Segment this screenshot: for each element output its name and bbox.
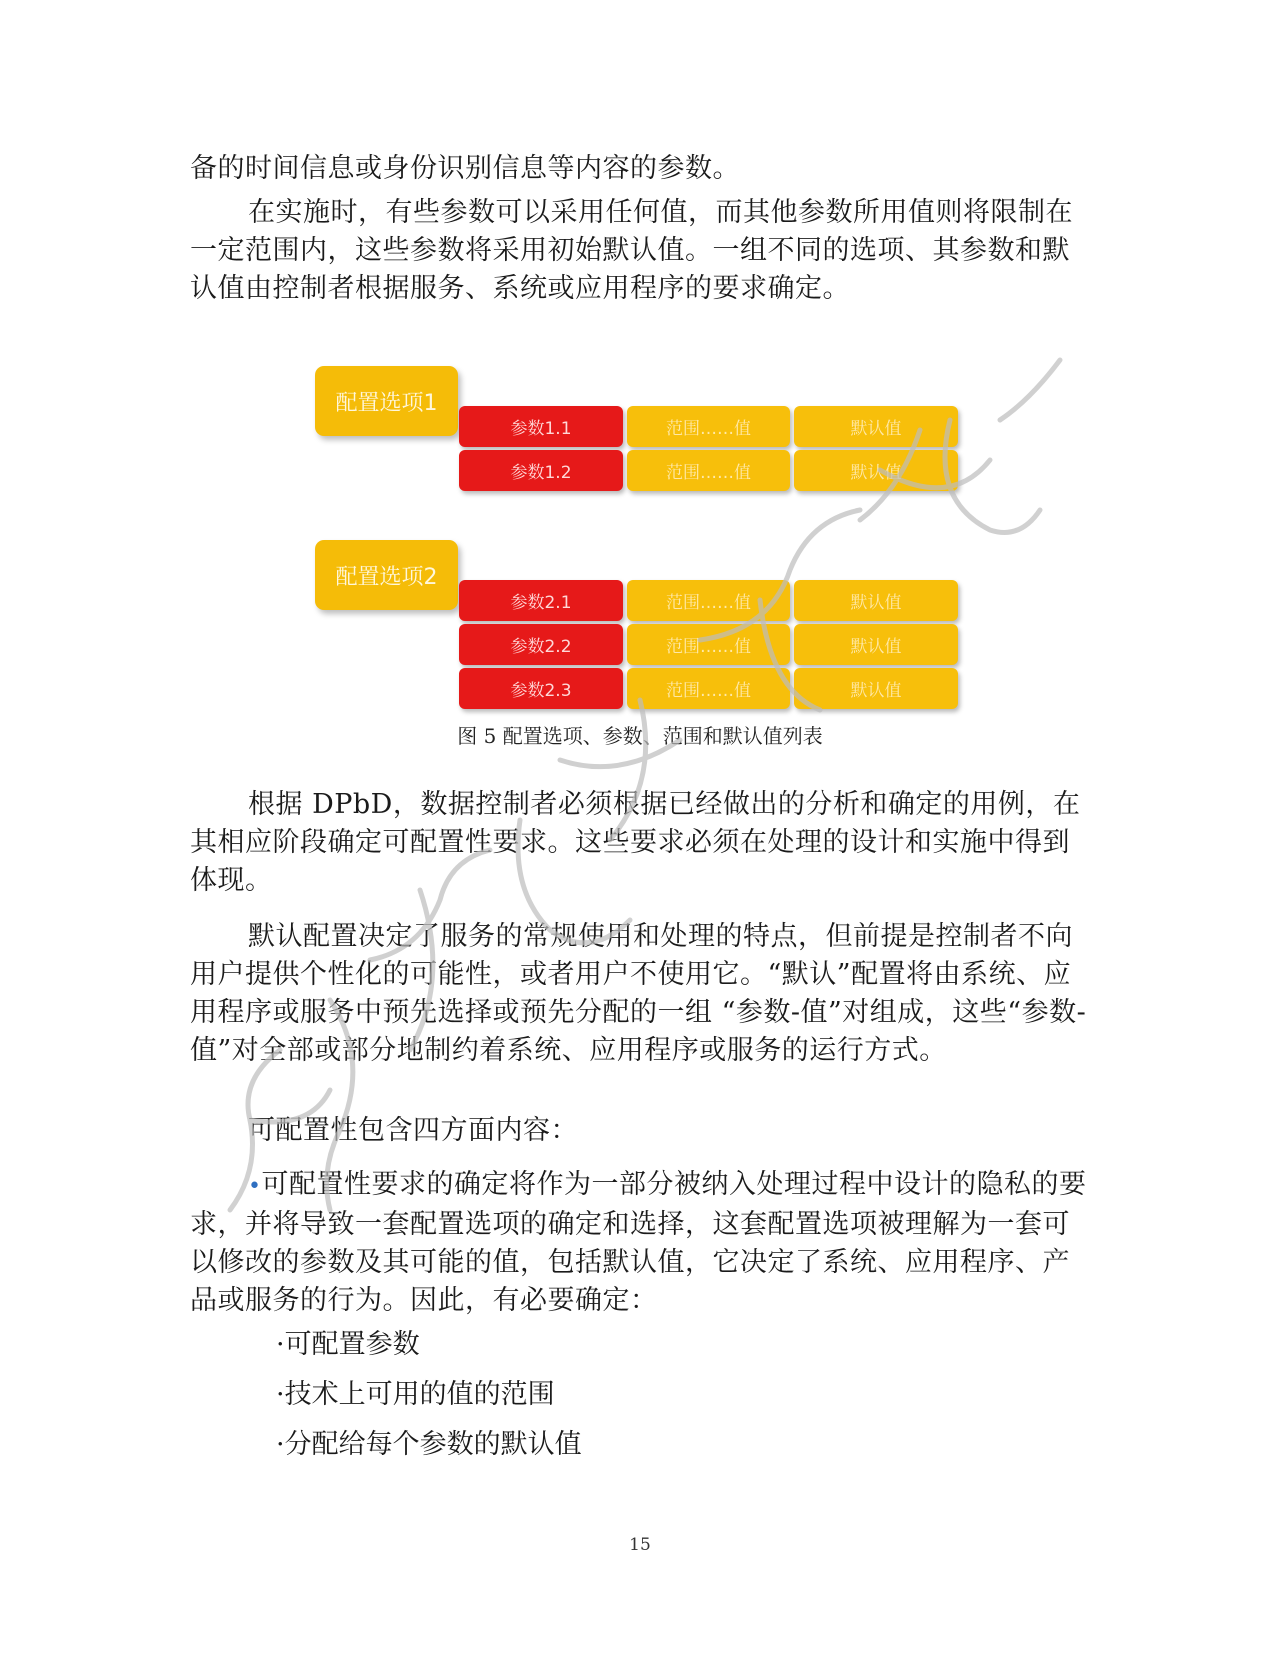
list-item: ·技术上可用的值的范围 — [276, 1379, 555, 1410]
param-cell: 参数2.3 — [459, 668, 623, 709]
default-cell: 默认值 — [794, 406, 958, 447]
paragraph-6 — [190, 1166, 1090, 1320]
paragraph-5: 可配置性包含四方面内容： — [248, 1115, 578, 1146]
paragraph-4: 默认配置决定了服务的常规使用和处理的特点，但前提是控制者不向用户提供个性化的可能性，或者用户不使用它。“默认”配置将由系统、应用程序或服务中预先选择或预先分配的一组 “参数-值”对组成，这些“参数-值”对全部或部分地制约着系统、应用程序或服务的运行方式。 — [190, 921, 1087, 1066]
list-item: ·可配置参数 — [276, 1329, 420, 1360]
param-cell: 参数1.2 — [459, 450, 623, 491]
default-cell: 默认值 — [794, 668, 958, 709]
param-cell: 参数2.2 — [459, 624, 623, 665]
page-number: 15 — [629, 1535, 651, 1555]
default-cell: 默认值 — [794, 624, 958, 665]
config-option-1: 配置选项1 — [315, 366, 458, 436]
list-item: ·分配给每个参数的默认值 — [276, 1429, 582, 1460]
default-cell: 默认值 — [794, 580, 958, 621]
range-cell: 范围……值 — [627, 668, 790, 709]
range-cell: 范围……值 — [627, 580, 790, 621]
bullet-dot: • — [248, 1174, 262, 1199]
range-cell: 范围……值 — [627, 406, 790, 447]
default-cell: 默认值 — [794, 450, 958, 491]
paragraph-2: 在实施时，有些参数可以采用任何值，而其他参数所用值则将限制在一定范围内，这些参数将采用初始默认值。一组不同的选项、其参数和默认值由控制者根据服务、系统或应用程序的要求确定。 — [190, 197, 1073, 304]
config-option-2: 配置选项2 — [315, 540, 458, 610]
paragraph-6-text: 可配置性要求的确定将作为一部分被纳入处理过程中设计的隐私的要求，并将导致一套配置选项的确定和选择，这套配置选项被理解为一套可以修改的参数及其可能的值，包括默认值，它决定了系统、应用程序、产品或服务的行为。因此，有必要确定： — [190, 1169, 1087, 1316]
figure-caption: 图 5 配置选项、参数、范围和默认值列表 — [457, 724, 823, 748]
range-cell: 范围……值 — [627, 624, 790, 665]
param-cell: 参数2.1 — [459, 580, 623, 621]
paragraph-3: 根据 DPbD，数据控制者必须根据已经做出的分析和确定的用例，在其相应阶段确定可配置性要求。这些要求必须在处理的设计和实施中得到体现。 — [190, 789, 1081, 896]
range-cell: 范围……值 — [627, 450, 790, 491]
param-cell: 参数1.1 — [459, 406, 623, 447]
paragraph-1: 备的时间信息或身份识别信息等内容的参数。 — [190, 153, 740, 184]
